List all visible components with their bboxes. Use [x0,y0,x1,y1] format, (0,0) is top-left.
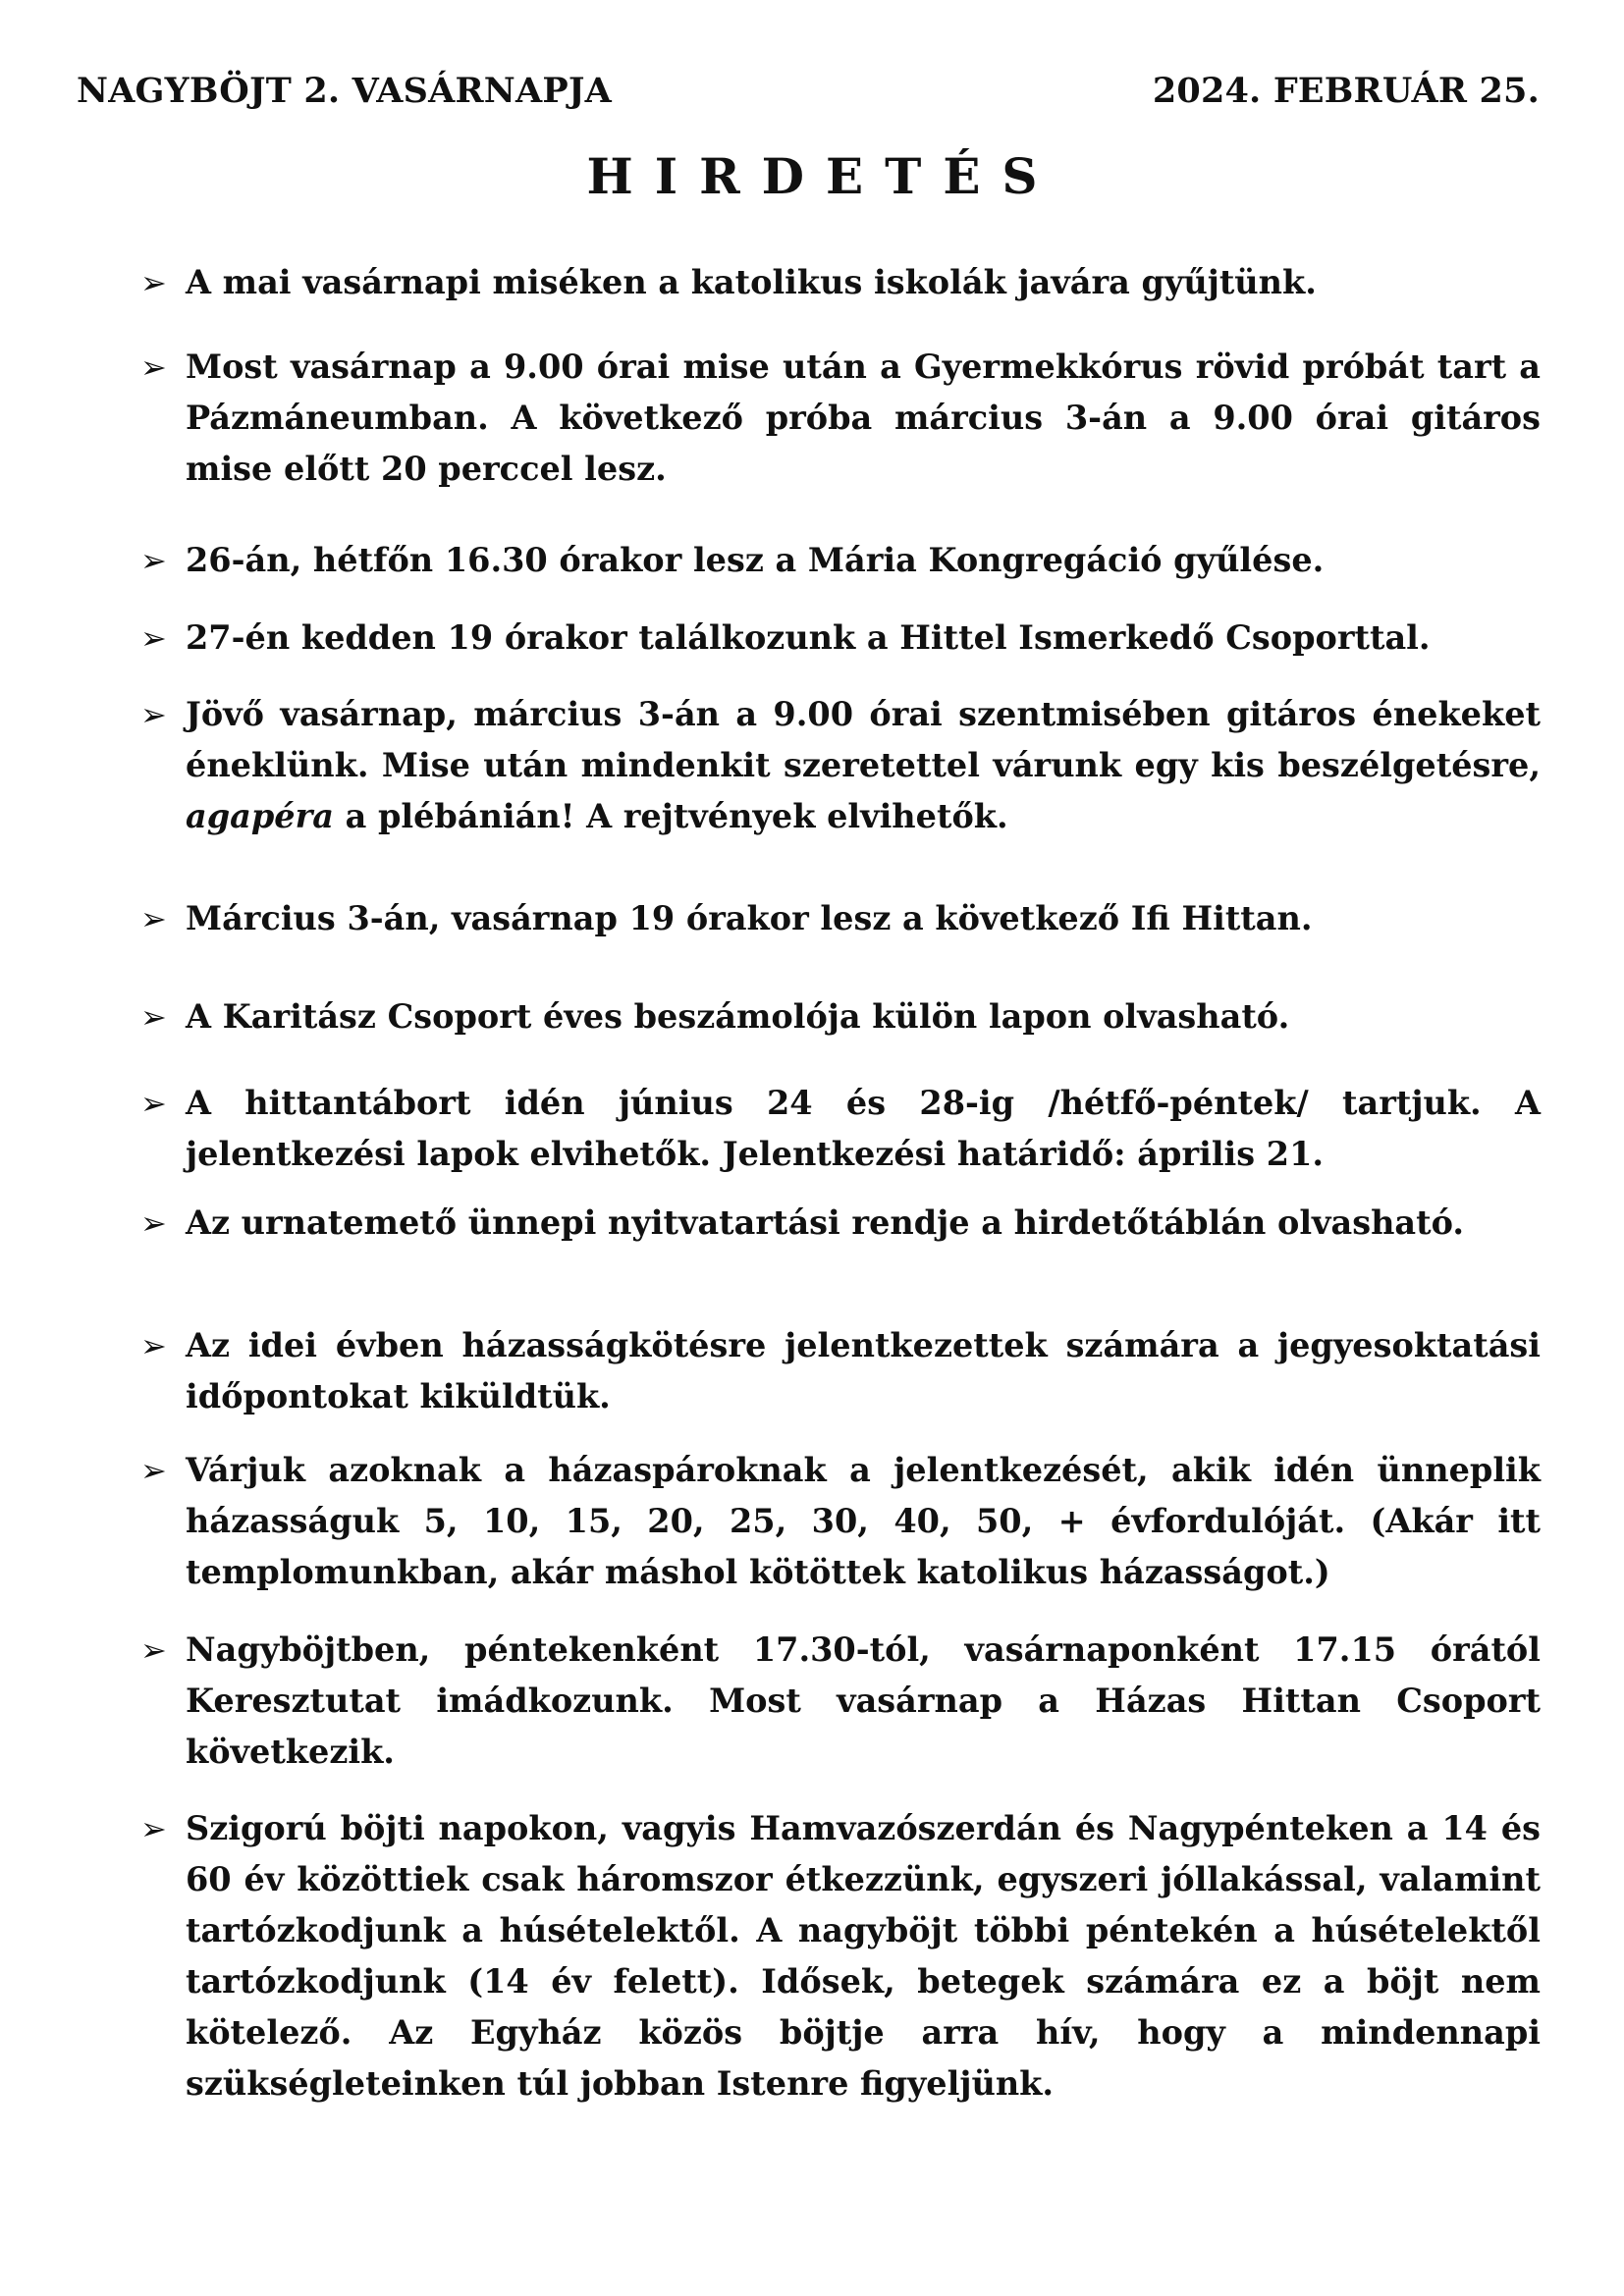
arrow-bullet-icon: ➢ [140,900,167,937]
announcement-text [186,689,1541,842]
announcement-text: A mai vasárnapi miséken a katolikus iskolák javára gyűjtünk. [186,263,1317,301]
arrow-bullet-icon: ➢ [140,696,167,733]
arrow-bullet-icon: ➢ [140,542,167,579]
announcement-text: 27-én kedden 19 órakor találkozunk a Hittel Ismerkedő Csoporttal. [186,618,1431,657]
announcement-text: Az urnatemető ünnepi nyitvatartási rendje a hirdetőtáblán olvasható. [186,1203,1465,1242]
arrow-bullet-icon: ➢ [140,1204,167,1242]
arrow-bullet-icon: ➢ [140,1631,167,1669]
arrow-bullet-icon: ➢ [140,264,167,301]
announcement-text: Nagyböjtben, péntekenként 17.30-tól, vasárnaponként 17.15 órától Keresztutat imádkozunk. Most vasárnap a Házas Hittan Csoport következik. [186,1630,1541,1771]
arrow-bullet-icon: ➢ [140,1327,167,1364]
header-date: 2024. FEBRUÁR 25. [1152,71,1540,111]
header-sunday: NAGYBÖJT 2. VASÁRNAPJA [77,71,612,111]
page-title: HIRDETÉS [586,147,1059,205]
header-row [77,71,1540,111]
arrow-bullet-icon: ➢ [140,1810,167,1847]
arrow-bullet-icon: ➢ [140,619,167,657]
arrow-bullet-icon: ➢ [140,1085,167,1122]
announcement-text-part: a plébánián! A rejtvények elvihetők. [333,797,1008,835]
announcement-text: Március 3-án, vasárnap 19 órakor lesz a következő Ifi Hittan. [186,899,1313,937]
announcement-text-italic: agapéra [186,797,334,835]
announcement-text: 26-án, hétfőn 16.30 órakor lesz a Mária Kongregáció gyűlése. [186,541,1325,579]
announcement-text-part: Jövő vasárnap, március 3-án a 9.00 órai szentmisében gitáros énekeket éneklünk. Mise után mindenkit szeretettel várunk egy kis beszélgetésre, [186,695,1541,784]
arrow-bullet-icon: ➢ [140,1452,167,1489]
announcement-text: Szigorú böjti napokon, vagyis Hamvazószerdán és Nagypénteken a 14 és 60 év közöttiek csak háromszor étkezzünk, egyszeri jóllakással, valamint tartózkodjunk a húsételektől. A nagyböjt többi péntekén a húsételektől tartózkodjunk (14 év felett). Idősek, betegek számára ez a böjt nem kötelező. Az Egyház közös böjtje arra hív, hogy a mindennapi szükségleteinken túl jobban Istenre figyeljünk. [186,1809,1541,2103]
announcement-text: Az idei évben házasságkötésre jelentkezettek számára a jegyesoktatási időpontokat kiküldtük. [186,1326,1541,1415]
arrow-bullet-icon: ➢ [140,998,167,1036]
announcement-text: Várjuk azoknak a házaspároknak a jelentkezését, akik idén ünneplik házasságuk 5, 10, 15, 20, 25, 30, 40, 50, + évfordulóját. (Akár itt templomunkban, akár máshol kötöttek katolikus házasságot.) [186,1451,1541,1591]
announcement-text: A hittantábort idén június 24 és 28-ig /hétfő-péntek/ tartjuk. A jelentkezési lapok elvihetők. Jelentkezési határidő: április 21. [186,1084,1541,1173]
arrow-bullet-icon: ➢ [140,348,167,386]
announcement-text: Most vasárnap a 9.00 órai mise után a Gyermekkórus rövid próbát tart a Pázmáneumban. A következő próba március 3-án a 9.00 órai gitáros mise előtt 20 perccel lesz. [186,347,1541,488]
announcement-text: A Karitász Csoport éves beszámolója külön lapon olvasható. [186,997,1290,1036]
